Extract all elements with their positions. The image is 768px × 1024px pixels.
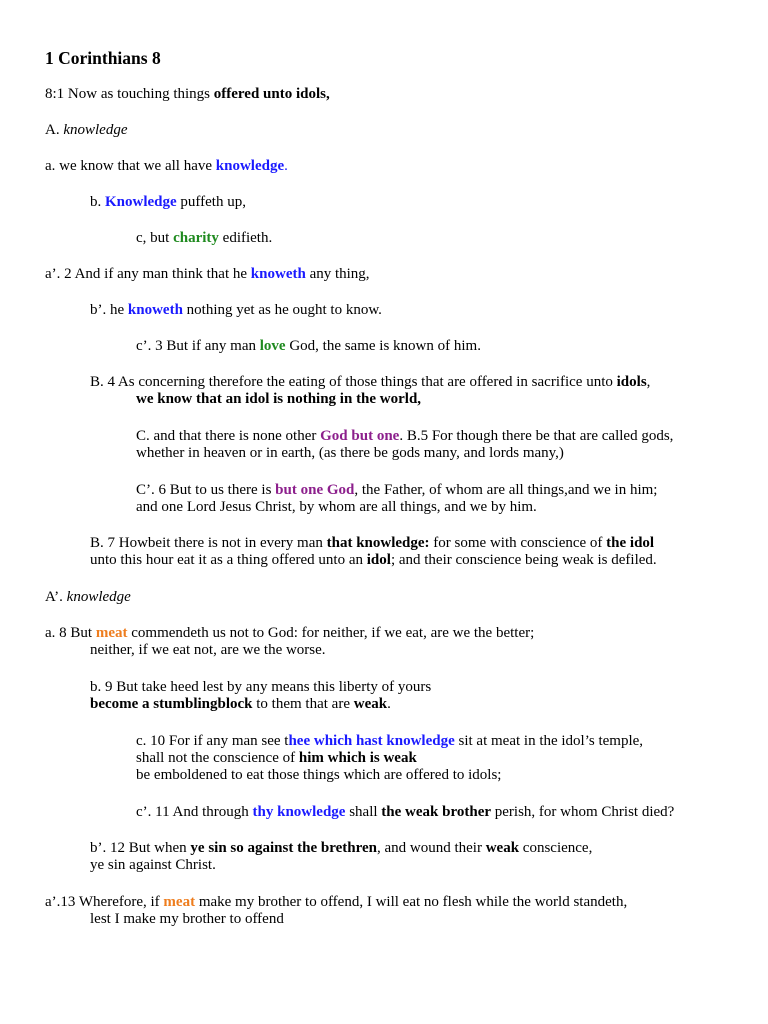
highlight-knowledge: Knowledge (105, 194, 177, 210)
point-c (136, 230, 272, 247)
text: shall (345, 804, 382, 820)
emphasis: the weak brother (381, 804, 492, 820)
text: , (646, 374, 651, 390)
text: lest I make my brother to offend (90, 911, 284, 927)
point-b (90, 194, 246, 211)
text: c’. 11 And through (136, 804, 253, 820)
highlight-love: charity (173, 230, 219, 246)
verse-8-13-line-1 (45, 894, 627, 911)
point-b-prime (90, 302, 382, 319)
highlight-meat: meat (95, 625, 128, 641)
text: . (284, 158, 288, 174)
text: shall not the conscience of (136, 750, 299, 766)
text: . (387, 696, 391, 712)
section-c-line-1 (136, 428, 673, 445)
text: b. (90, 194, 105, 210)
text: , and wound their (376, 840, 486, 856)
verse-8-8-line-2 (90, 642, 326, 659)
text: a’.13 Wherefore, if (45, 894, 164, 910)
text: a’. 2 And if any man think that he (45, 266, 251, 282)
text: neither, if we eat not, are we the worse. (90, 642, 326, 658)
text: whether in heaven or in earth, (as there be gods many, and lords many,) (136, 445, 564, 461)
verse-8-1 (45, 86, 330, 103)
italic-term: knowledge (63, 122, 128, 138)
emphasis: him which is weak (298, 750, 417, 766)
verse-8-10-line-2 (136, 750, 417, 767)
section-b-line-1 (90, 374, 650, 391)
text: ye sin against Christ. (90, 857, 216, 873)
text: . B.5 For though there be that are called gods, (399, 428, 674, 444)
section-b-prime-line-2 (90, 552, 657, 569)
emphasis: offered unto idols, (213, 86, 330, 102)
verse-8-9-line-1 (90, 679, 431, 696)
section-b-line-2 (136, 391, 421, 408)
emphasis: idols (616, 374, 647, 390)
verse-8-12-line-2 (90, 857, 216, 874)
text: sit at meat in the idol’s temple, (454, 733, 644, 749)
verse-8-11 (136, 804, 674, 821)
emphasis: we know that an idol is nothing in the world, (136, 391, 422, 407)
text: B. 4 As concerning therefore the eating of those things that are offered in sacrifice unto (90, 374, 617, 390)
text: b’. he (90, 302, 128, 318)
text: , the Father, of whom are all things,and we in him; (354, 482, 658, 498)
verse-8-9-line-2 (90, 696, 391, 713)
verse-8-13-line-2 (90, 911, 284, 928)
text: edifieth. (218, 230, 273, 246)
text: puffeth up, (176, 194, 246, 210)
emphasis: the idol (606, 535, 655, 551)
section-c-line-2 (136, 445, 564, 462)
verse-8-8-line-1 (45, 625, 534, 642)
section-c-prime-line-1 (136, 482, 657, 499)
highlight-knowledge: thy knowledge (252, 804, 346, 820)
text: make my brother to offend, I will eat no flesh while the world standeth, (195, 894, 628, 910)
emphasis: that knowledge: (326, 535, 430, 551)
page-title: 1 Corinthians 8 (45, 48, 161, 68)
highlight-knowledge: knoweth (127, 302, 183, 318)
text: nothing yet as he ought to know. (182, 302, 382, 318)
section-a-heading (45, 122, 128, 139)
point-c-prime (136, 338, 481, 355)
text: be emboldened to eat those things which are offered to idols; (136, 767, 502, 783)
text: c. 10 For if any man see t (136, 733, 289, 749)
emphasis: become a stumblingblock (90, 696, 253, 712)
emphasis: weak (485, 840, 520, 856)
verse-8-10-line-3 (136, 767, 501, 784)
text: any thing, (305, 266, 370, 282)
text: conscience, (519, 840, 593, 856)
text: C. and that there is none other (136, 428, 321, 444)
text: ; and their conscience being weak is defiled. (390, 552, 657, 568)
section-c-prime-line-2 (136, 499, 537, 516)
text: God, the same is known of him. (285, 338, 481, 354)
text: a. 8 But (45, 625, 96, 641)
italic-term: knowledge (66, 589, 131, 605)
highlight-knowledge: knoweth (250, 266, 306, 282)
text: perish, for whom Christ died? (491, 804, 675, 820)
section-a-prime-heading (45, 589, 131, 606)
text: for some with conscience of (429, 535, 607, 551)
text: A. (45, 122, 64, 138)
text: c’. 3 But if any man (136, 338, 260, 354)
verse-8-10-line-1 (136, 733, 643, 750)
point-a (45, 158, 288, 175)
section-b-prime-line-1 (90, 535, 654, 552)
text: C’. 6 But to us there is (136, 482, 276, 498)
emphasis: weak (353, 696, 388, 712)
highlight-god: God but one (320, 428, 400, 444)
text: 8:1 Now as touching things (45, 86, 214, 102)
text: B. 7 Howbeit there is not in every man (90, 535, 327, 551)
point-a-prime (45, 266, 370, 283)
emphasis: idol (366, 552, 391, 568)
highlight-love: love (259, 338, 286, 354)
highlight-knowledge: hee which hast knowledge (288, 733, 455, 749)
text: A’. (45, 589, 67, 605)
verse-8-12-line-1 (90, 840, 592, 857)
text: commendeth us not to God: for neither, if we eat, are we the better; (127, 625, 535, 641)
highlight-knowledge: knowledge (215, 158, 285, 174)
emphasis: ye sin so against the brethren (190, 840, 377, 856)
text: unto this hour eat it as a thing offered unto an (90, 552, 367, 568)
text: and one Lord Jesus Christ, by whom are all things, and we by him. (136, 499, 537, 515)
highlight-god: but one God (275, 482, 355, 498)
text: b’. 12 But when (90, 840, 191, 856)
text: c, but (136, 230, 174, 246)
text: a. we know that we all have (45, 158, 216, 174)
text: b. 9 But take heed lest by any means this liberty of yours (90, 679, 432, 695)
highlight-meat: meat (163, 894, 196, 910)
text: to them that are (252, 696, 354, 712)
